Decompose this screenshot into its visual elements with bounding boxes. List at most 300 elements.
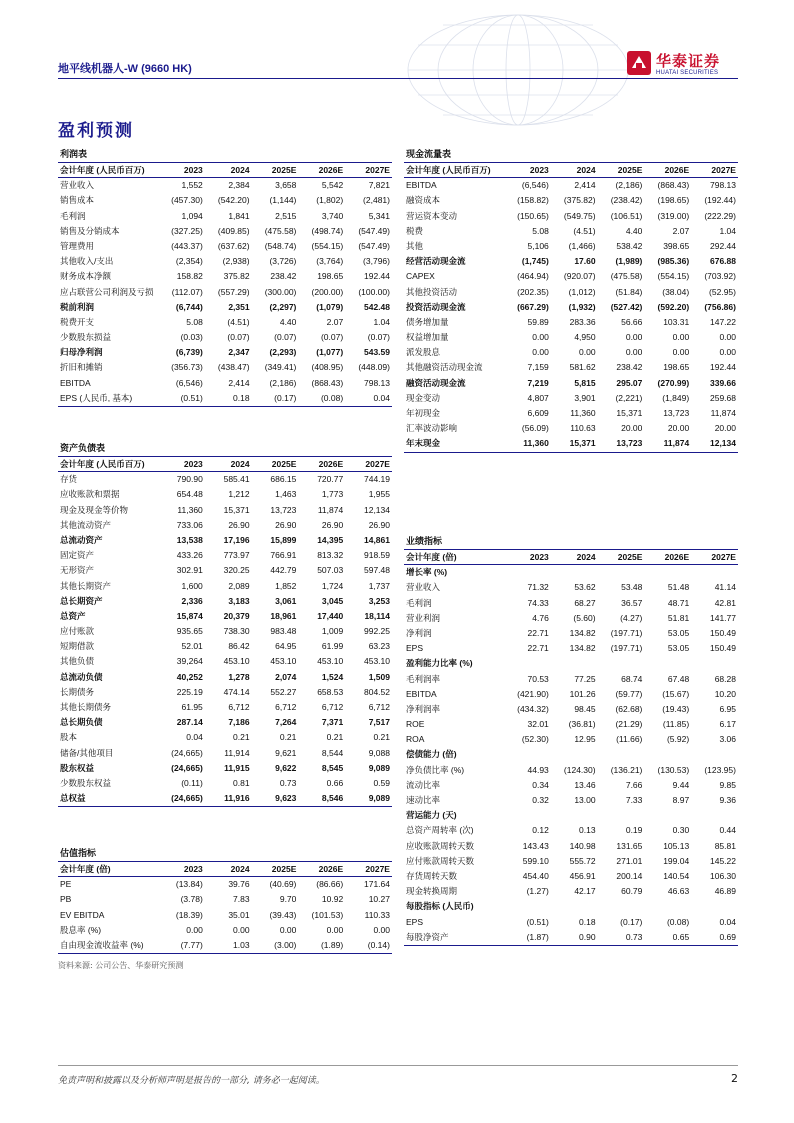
row-value: 7,371: [321, 717, 344, 728]
row-value: (200.00): [311, 286, 344, 297]
row-value: (1,745): [521, 256, 549, 267]
row-value: 585.41: [223, 474, 250, 485]
table-row: [58, 315, 392, 330]
row-value: 12.95: [574, 734, 596, 745]
row-value: 158.82: [176, 271, 203, 282]
row-value: (0.17): [274, 392, 297, 403]
row-value: 11,914: [224, 747, 250, 758]
row-label: 投资活动现金流: [406, 301, 466, 312]
row-label: 权益增加量: [406, 332, 449, 343]
row-value: 7,821: [368, 180, 390, 191]
table-row: [404, 178, 738, 193]
footer-divider: [58, 1065, 738, 1066]
row-value: (0.08): [666, 916, 690, 927]
table-row: [404, 899, 738, 914]
row-value: (100.00): [358, 286, 390, 297]
year-header: 2023: [183, 864, 203, 874]
row-value: (197.71): [610, 643, 643, 654]
row-label: 净利润率: [406, 703, 441, 714]
row-label: 应付账款周转天数: [406, 855, 475, 866]
row-value: 3,901: [574, 392, 596, 403]
table-row: [58, 776, 392, 791]
row-value: 18,961: [270, 610, 297, 621]
table-row: [404, 436, 738, 451]
year-header: 2027E: [365, 165, 390, 175]
row-value: 2.07: [672, 225, 690, 236]
row-value: 9,089: [368, 793, 390, 804]
row-value: 0.04: [719, 916, 736, 927]
row-label: 营业收入: [406, 582, 441, 593]
table-header-row: [58, 457, 392, 472]
row-label: 销售成本: [60, 195, 95, 206]
row-value: 1,009: [321, 626, 344, 637]
table-row: [404, 391, 738, 406]
row-value: 676.88: [709, 256, 736, 267]
table-row: [404, 808, 738, 823]
table-row: [58, 330, 392, 345]
table-row: [404, 854, 738, 869]
row-value: [691, 656, 738, 671]
row-label: 存货: [60, 474, 78, 485]
table-row: [404, 884, 738, 899]
row-value: 9,621: [275, 747, 297, 758]
header-label: 会计年度 (人民币百万): [60, 459, 145, 469]
row-value: 790.90: [176, 474, 203, 485]
row-value: [644, 565, 691, 580]
row-value: (192.44): [704, 195, 736, 206]
row-value: (59.77): [615, 688, 643, 699]
row-value: (2,186): [269, 377, 297, 388]
table-row: [404, 565, 738, 580]
row-value: 8.97: [672, 795, 690, 805]
row-value: 11,915: [224, 762, 250, 773]
row-value: (2,186): [615, 180, 643, 191]
row-value: 56.66: [621, 316, 643, 327]
row-value: 720.77: [317, 474, 344, 485]
row-value: (238.42): [610, 195, 643, 206]
row-label: 其他投资活动: [406, 286, 458, 297]
row-value: 0.00: [579, 347, 596, 358]
table-row: [58, 685, 392, 700]
row-value: 14,861: [363, 534, 390, 545]
table-row: [404, 702, 738, 717]
row-value: 198.65: [317, 271, 344, 282]
row-value: 507.03: [317, 565, 344, 576]
row-value: 0.00: [532, 332, 549, 343]
row-value: (7.77): [180, 939, 203, 950]
row-value: 0.00: [625, 347, 643, 358]
table-row: [58, 472, 392, 487]
row-value: (136.21): [610, 764, 643, 775]
table-row: [404, 778, 738, 793]
row-label: 财务成本净额: [60, 271, 112, 282]
table-row: [58, 269, 392, 284]
row-value: 70.53: [527, 673, 549, 684]
row-value: (667.29): [517, 301, 549, 312]
row-value: 61.95: [181, 702, 203, 712]
row-value: 0.04: [186, 732, 203, 743]
row-value: 11,360: [523, 438, 549, 449]
row-value: 0.00: [719, 332, 736, 343]
row-value: 0.21: [326, 732, 344, 743]
row-value: [551, 747, 598, 762]
year-header: 2025E: [617, 552, 643, 562]
table-row: [58, 923, 392, 938]
row-label: 税费开支: [60, 316, 95, 327]
row-value: (0.07): [274, 332, 297, 343]
page-header: [58, 50, 738, 90]
row-value: (106.51): [610, 210, 643, 221]
row-value: 10.27: [368, 894, 390, 905]
row-value: (3.00): [274, 939, 297, 950]
row-value: 20.00: [621, 423, 643, 434]
row-value: 3,045: [321, 595, 344, 606]
row-value: (2,221): [615, 392, 643, 403]
row-value: 150.49: [709, 627, 736, 638]
table-title: 资产负债表: [58, 442, 392, 457]
table-row: [58, 178, 392, 193]
table-row: [404, 345, 738, 360]
table-row: [58, 518, 392, 533]
row-value: (158.82): [517, 195, 549, 206]
row-value: 9,088: [368, 747, 390, 758]
table-row: [58, 209, 392, 224]
row-value: 67.48: [667, 673, 690, 684]
row-value: (3,796): [363, 256, 390, 267]
row-value: (4.51): [573, 225, 596, 236]
row-value: 581.62: [569, 362, 596, 373]
row-value: 0.00: [326, 924, 344, 935]
row-label: 净负债比率 (%): [406, 764, 465, 775]
row-label: 销售及分销成本: [60, 225, 120, 236]
row-value: 10.20: [714, 688, 736, 699]
header-label: 会计年度 (倍): [406, 552, 457, 562]
row-label: EPS: [406, 643, 424, 654]
row-value: 1,737: [368, 580, 390, 591]
table-row: [58, 563, 392, 578]
row-value: 51.81: [667, 612, 690, 623]
row-value: (349.41): [264, 362, 297, 373]
row-value: 2,414: [228, 377, 250, 388]
row-value: 140.98: [569, 840, 596, 851]
table-row: [404, 239, 738, 254]
row-value: 20.00: [667, 423, 690, 434]
row-value: 453.10: [317, 656, 344, 667]
row-label: 年初现金: [406, 408, 441, 418]
table-row: [404, 641, 738, 656]
row-value: 46.63: [667, 886, 690, 897]
row-value: 11,360: [177, 504, 203, 515]
table-row: [404, 732, 738, 747]
row-value: 9.85: [719, 779, 736, 790]
row-label: 盈利能力比率 (%): [406, 658, 473, 669]
row-label: EBITDA: [60, 377, 91, 388]
row-value: (198.65): [657, 195, 690, 206]
row-label: EPS (人民币, 基本): [60, 392, 133, 403]
year-header: 2024: [230, 165, 250, 175]
row-value: 7,186: [228, 717, 250, 728]
row-value: 1,278: [228, 671, 250, 682]
row-value: 5,815: [574, 377, 596, 388]
header-globe-decoration: [388, 10, 648, 130]
row-value: 17,196: [223, 534, 250, 545]
row-value: (270.99): [657, 377, 690, 388]
row-label: 融资成本: [406, 195, 441, 206]
row-value: 1,841: [228, 210, 250, 221]
row-value: 35.01: [228, 909, 250, 920]
row-value: 2.07: [326, 316, 344, 327]
row-value: 6,609: [527, 408, 549, 418]
row-value: (1,932): [568, 301, 596, 312]
row-value: 0.00: [279, 924, 297, 935]
row-value: 813.32: [317, 550, 344, 561]
row-value: (101.53): [311, 909, 344, 920]
row-value: (202.35): [517, 286, 549, 297]
year-header: 2026E: [318, 864, 344, 874]
row-value: (5.92): [666, 734, 690, 745]
row-value: [598, 747, 645, 762]
row-value: 1.04: [373, 316, 390, 327]
row-value: 13,723: [663, 408, 690, 418]
row-label: 总权益: [60, 793, 86, 804]
row-value: 1,509: [368, 671, 390, 682]
row-value: 433.26: [176, 550, 203, 561]
row-value: (15.67): [662, 688, 690, 699]
row-label: 固定资产: [60, 550, 95, 561]
row-label: 总资产: [60, 610, 86, 621]
year-header: 2026E: [318, 459, 344, 469]
row-value: 3,061: [275, 595, 297, 606]
row-value: (554.15): [311, 240, 344, 251]
table-bottom-rule: [58, 406, 392, 407]
table-row: [404, 360, 738, 375]
row-value: 658.53: [317, 686, 344, 697]
row-value: 1,524: [321, 671, 344, 682]
year-header: 2026E: [664, 165, 690, 175]
header-label: 会计年度 (倍): [60, 864, 111, 874]
row-value: (6,744): [175, 301, 203, 312]
page-number: 2: [731, 1072, 738, 1085]
year-header: 2027E: [365, 864, 390, 874]
row-value: 53.05: [667, 643, 690, 654]
row-label: 股本: [60, 732, 78, 743]
row-value: 0.73: [625, 931, 643, 942]
row-value: 3,658: [275, 180, 297, 191]
row-value: 453.10: [270, 656, 297, 667]
row-value: (356.73): [171, 362, 203, 373]
table-row: [404, 285, 738, 300]
row-value: 1,463: [275, 489, 297, 500]
row-label: 短期借款: [60, 641, 95, 652]
row-value: 302.91: [176, 565, 203, 576]
row-value: (24,665): [171, 793, 203, 804]
row-value: 15,371: [223, 504, 250, 515]
row-value: (2,938): [222, 256, 250, 267]
row-label: 汇率波动影响: [406, 423, 458, 434]
row-value: 199.04: [663, 855, 690, 866]
row-label: 应收账款周转天数: [406, 840, 475, 851]
row-label: 储备/其他项目: [60, 747, 114, 758]
row-value: (592.20): [657, 301, 690, 312]
row-value: 26.90: [275, 519, 297, 530]
row-value: 0.00: [625, 332, 643, 343]
row-value: (1,077): [316, 347, 344, 358]
row-value: (498.74): [311, 225, 344, 236]
row-label: 归母净利润: [60, 347, 103, 358]
row-value: 295.07: [616, 377, 643, 388]
row-value: 766.91: [270, 550, 297, 561]
row-value: (547.49): [358, 240, 390, 251]
row-value: 101.26: [569, 688, 596, 699]
row-value: 110.63: [570, 423, 596, 434]
row-value: 538.42: [616, 240, 643, 251]
table-row: [404, 611, 738, 626]
row-value: 2,515: [275, 210, 297, 221]
row-value: 26.90: [368, 519, 390, 530]
row-value: [504, 656, 551, 671]
year-header: 2025E: [271, 165, 297, 175]
year-header: 2024: [576, 552, 596, 562]
table-row: [58, 892, 392, 907]
row-value: [551, 565, 598, 580]
row-value: (38.04): [662, 286, 690, 297]
row-label: 少数股东损益: [60, 332, 112, 343]
row-value: (86.66): [316, 879, 344, 890]
row-label: 总流动资产: [60, 534, 103, 545]
row-value: 32.01: [527, 719, 549, 730]
row-value: 8,544: [321, 747, 344, 758]
row-value: (0.17): [620, 916, 643, 927]
row-value: (0.51): [180, 392, 203, 403]
row-value: 39,264: [176, 656, 203, 667]
row-value: (319.00): [657, 210, 690, 221]
row-value: 0.18: [579, 916, 596, 927]
row-value: 134.82: [569, 643, 596, 654]
table-row: [404, 193, 738, 208]
row-value: 7.66: [625, 779, 643, 790]
row-value: (443.37): [171, 240, 203, 251]
row-value: 773.97: [223, 550, 250, 561]
row-value: 597.48: [363, 565, 390, 576]
row-value: 0.59: [373, 777, 390, 788]
row-value: 733.06: [176, 519, 203, 530]
row-value: 0.18: [233, 392, 250, 403]
row-value: (985.36): [657, 256, 690, 267]
row-value: 0.00: [672, 332, 690, 343]
row-label: 派发股息: [406, 347, 441, 358]
row-value: (868.43): [657, 180, 690, 191]
row-value: (756.86): [704, 301, 736, 312]
row-value: 6.95: [719, 703, 736, 714]
row-value: (0.08): [320, 392, 344, 403]
row-value: 106.30: [709, 870, 736, 881]
row-value: (2,481): [363, 195, 390, 206]
row-label: 无形资产: [60, 565, 95, 576]
table-row: [404, 421, 738, 436]
row-value: 12,134: [709, 438, 736, 449]
row-value: [644, 747, 691, 762]
row-label: 现金变动: [406, 392, 441, 403]
row-label: 流动比率: [406, 779, 441, 790]
row-label: 税费: [406, 225, 424, 236]
row-value: [504, 808, 551, 823]
row-value: 59.89: [527, 316, 549, 327]
row-label: 其他融资活动现金流: [406, 362, 483, 373]
row-value: 238.42: [616, 362, 643, 373]
year-header: 2027E: [711, 165, 736, 175]
row-value: 17,440: [317, 610, 344, 621]
table-row: [404, 656, 738, 671]
table-row: [58, 639, 392, 654]
row-label: 存货周转天数: [406, 870, 458, 881]
row-value: (0.03): [180, 332, 203, 343]
row-value: 0.00: [233, 924, 250, 935]
row-label: 应收账款和票据: [60, 489, 120, 500]
row-value: 26.90: [228, 519, 250, 530]
row-label: 总资产周转率 (次): [406, 825, 474, 836]
row-value: 42.81: [714, 597, 736, 608]
row-value: 744.19: [363, 474, 390, 485]
row-value: (124.30): [563, 764, 596, 775]
table-row: [58, 594, 392, 609]
table-title: 利润表: [58, 148, 392, 163]
row-value: 0.21: [373, 732, 390, 743]
row-value: (36.81): [568, 719, 596, 730]
table-row: [404, 580, 738, 595]
row-value: 5,106: [527, 240, 549, 251]
table-row: [58, 285, 392, 300]
row-value: (1.87): [526, 931, 549, 942]
row-value: 13,723: [270, 504, 297, 515]
row-value: (549.75): [563, 210, 596, 221]
row-value: (920.07): [563, 271, 596, 282]
row-value: (2,354): [175, 256, 203, 267]
balance-sheet-table: [58, 442, 392, 807]
row-value: (3,726): [269, 256, 297, 267]
row-value: 5,341: [368, 210, 390, 221]
row-value: 12,134: [363, 504, 390, 515]
year-header: 2026E: [318, 165, 344, 175]
row-label: 总长期资产: [60, 595, 103, 606]
table-header-row: [58, 163, 392, 178]
row-value: 555.72: [569, 855, 596, 866]
table-row: [58, 715, 392, 730]
row-label: 融资活动现金流: [406, 377, 466, 388]
table-bottom-rule: [58, 953, 392, 954]
row-value: 20.00: [714, 423, 736, 434]
row-value: [691, 899, 738, 914]
row-label: 其他长期资产: [60, 580, 112, 591]
row-value: 7.33: [625, 795, 643, 805]
row-value: 1.03: [233, 939, 250, 950]
row-value: (0.07): [227, 332, 250, 343]
row-value: [644, 656, 691, 671]
row-value: (475.58): [610, 271, 643, 282]
table-bottom-rule: [404, 945, 738, 946]
row-value: 992.25: [363, 626, 390, 637]
row-value: 654.48: [176, 489, 203, 500]
row-value: 542.48: [363, 301, 390, 312]
row-value: (4.27): [620, 612, 643, 623]
row-value: (11.66): [616, 734, 643, 745]
row-value: [504, 899, 551, 914]
table-row: [58, 938, 392, 953]
logo-text-cn: 华泰证券: [656, 52, 721, 70]
table-row: [58, 300, 392, 315]
row-value: (6,546): [521, 180, 549, 191]
table-row: [58, 345, 392, 360]
year-header: 2026E: [664, 552, 690, 562]
